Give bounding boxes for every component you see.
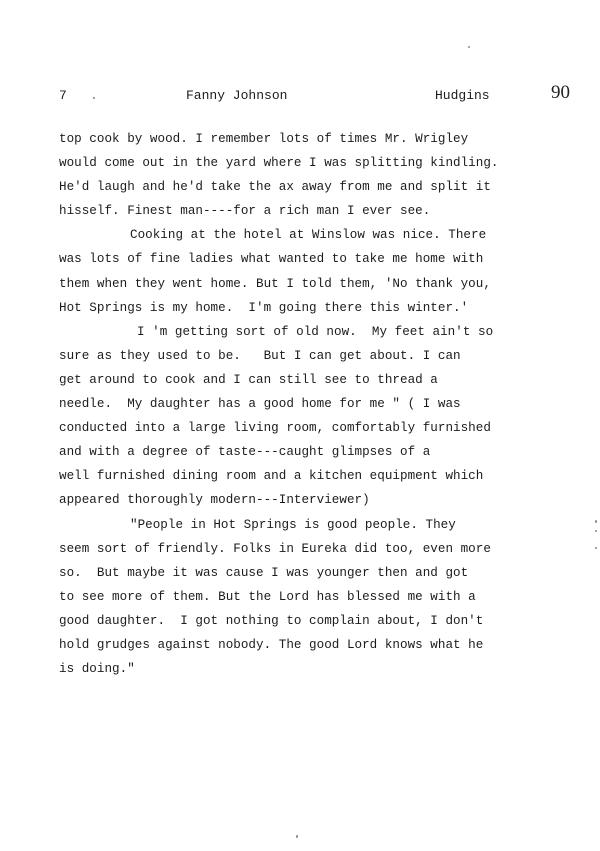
text-line: hisself. Finest man----for a rich man I ever see. — [59, 204, 431, 219]
text-line: sure as they used to be. But I can get about. I can — [59, 348, 461, 363]
subject-name: Fanny Johnson — [186, 88, 288, 103]
paper-speck — [595, 547, 597, 549]
text-line: hold grudges against nobody. The good Lord knows what he — [59, 637, 484, 652]
interview-text — [59, 127, 579, 681]
paper-speck — [296, 835, 298, 838]
stamped-page-number: 90 — [551, 82, 570, 103]
text-line: well furnished dining room and a kitchen equipment which — [59, 469, 484, 484]
page-header — [0, 82, 600, 108]
text-line: them when they went home. But I told them, 'No thank you, — [59, 276, 491, 291]
text-line: and with a degree of taste---caught glimpses of a — [59, 445, 431, 460]
text-line: is doing." — [59, 662, 135, 677]
paper-speck — [468, 46, 470, 48]
text-line: good daughter. I got nothing to complain about, I don't — [59, 613, 484, 628]
text-line: "People in Hot Springs is good people. They — [130, 517, 456, 532]
text-line: Hot Springs is my home. I'm going there this winter.' — [59, 300, 469, 315]
text-line: would come out in the yard where I was splitting kindling. — [59, 156, 499, 171]
paper-speck — [595, 520, 597, 523]
text-line: seem sort of friendly. Folks in Eureka did too, even more — [59, 541, 491, 556]
text-line: I 'm getting sort of old now. My feet ain't so — [137, 324, 494, 339]
page-number: 7 — [59, 88, 67, 103]
text-line: needle. My daughter has a good home for me " ( I was — [59, 397, 461, 412]
header-mark: . — [90, 88, 98, 103]
text-line: was lots of fine ladies what wanted to take me home with — [59, 252, 484, 267]
text-line: appeared thoroughly modern---Interviewer) — [59, 493, 370, 508]
text-line: so. But maybe it was cause I was younger then and got — [59, 565, 469, 580]
text-line: get around to cook and I can still see to thread a — [59, 372, 438, 387]
paper-speck — [595, 530, 597, 532]
text-line: conducted into a large living room, comfortably furnished — [59, 421, 491, 436]
writer-name: Hudgins — [435, 88, 490, 103]
text-line: to see more of them. But the Lord has blessed me with a — [59, 589, 476, 604]
text-line: Cooking at the hotel at Winslow was nice. There — [130, 228, 487, 243]
text-line: He'd laugh and he'd take the ax away from me and split it — [59, 180, 491, 195]
text-line: top cook by wood. I remember lots of times Mr. Wrigley — [59, 132, 469, 146]
